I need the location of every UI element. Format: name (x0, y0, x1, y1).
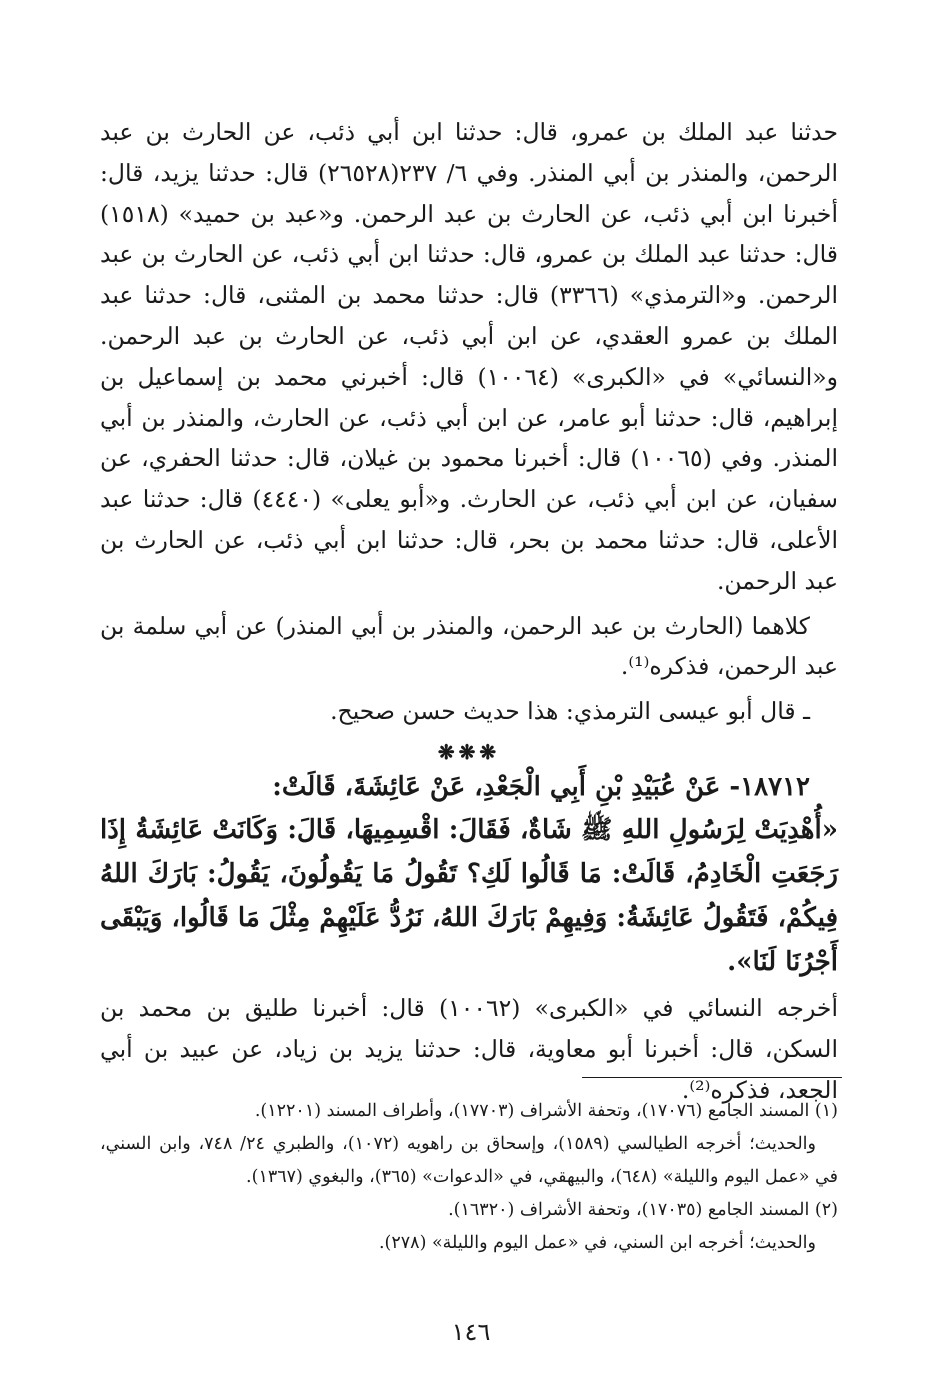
footnote-divider (582, 1077, 842, 1078)
section-separator: ❋❋❋ (437, 739, 501, 764)
page-number: ١٤٦ (451, 1318, 491, 1346)
tirmidhi-grading: ـ قال أبو عيسى الترمذي: هذا حديث حسن صحيح. (330, 697, 810, 726)
hadith-heading: ١٨٧١٢- عَنْ عُبَيْدِ بْنِ أَبِي الْجَعْدِ، عَنْ عَائِشَةَ، قَالَتْ: (272, 771, 810, 802)
footnote-2: (٢) المسند الجامع (١٧٠٣٥)، وتحفة الأشراف (١٦٣٢٠). (448, 1200, 838, 1220)
footnote-1: (١) المسند الجامع (١٧٠٧٦)، وتحفة الأشراف (١٧٧٠٣)، وأطراف المسند (١٢٢٠١). (254, 1101, 838, 1121)
main-text (100, 112, 838, 1110)
footnote-1-detail: والحديث؛ أخرجه الطيالسي (١٥٨٩)، وإسحاق بن راهويه (١٠٧٢)، والطبري ٢٤/ ٧٤٨، وابن السني، في «عمل اليوم والليلة» (٦٤٨)، والبيهقي، في «الدعوات» (٣٦٥)، والبغوي (١٣٦٧). (100, 1134, 838, 1187)
hadith-takhrij-paragraph: أخرجه النسائي في «الكبرى» (١٠٠٦٢) قال: أخبرنا طليق بن محمد بن السكن، قال: أخبرنا أبو معاوية، قال: حدثنا يزيد بن زياد، عن عبيد بن أبي الجعد، فذكره⁽²⁾. (100, 993, 838, 1104)
hadith-text: «أُهْدِيَتْ لِرَسُولِ اللهِ ﷺ شَاةٌ، فَقَالَ: اقْسِمِيهَا، قَالَ: وَكَانَتْ عَائِشَةُ إِذَا رَجَعَتِ الْخَادِمُ، قَالَتْ: مَا قَالُوا لَكِ؟ تَقُولُ مَا يَقُولُونَ، يَقُولُ: بَارَكَ اللهُ فِيكُمْ، فَتَقُولُ عَائِشَةُ: وَفِيهِمْ بَارَكَ اللهُ، نَرُدُّ عَلَيْهِمْ مِثْلَ مَا قَالُوا، وَيَبْقَى أَجْرُنَا لَنَا». (100, 814, 838, 977)
footnotes (100, 1095, 838, 1260)
footnote-2-detail: والحديث؛ أخرجه ابن السني، في «عمل اليوم والليلة» (٢٧٨). (378, 1233, 816, 1253)
chain-summary-paragraph: كلاهما (الحارث بن عبد الرحمن، والمنذر بن أبي المنذر) عن أبي سلمة بن عبد الرحمن، فذكره⁽¹⁾. (100, 611, 838, 681)
takhrij-paragraph: حدثنا عبد الملك بن عمرو، قال: حدثنا ابن أبي ذئب، عن الحارث بن عبد الرحمن، والمنذر بن أبي المنذر. وفي ٦/ ٢٣٧(٢٦٥٢٨) قال: حدثنا يزيد، قال: أخبرنا ابن أبي ذئب، عن الحارث بن عبد الرحمن. و«عبد بن حميد» (١٥١٨) قال: حدثنا عبد الملك بن عمرو، قال: حدثنا ابن أبي ذئب، عن الحارث بن عبد الرحمن. و«الترمذي» (٣٣٦٦) قال: حدثنا محمد بن المثنى، قال: حدثنا عبد الملك بن عمرو العقدي، عن ابن أبي ذئب، عن الحارث بن عبد الرحمن. و«النسائي» في «الكبرى» (١٠٠٦٤) قال: أخبرني محمد بن إسماعيل بن إبراهيم، قال: حدثنا أبو عامر، عن ابن أبي ذئب، عن الحارث، والمنذر بن أبي المنذر. وفي (١٠٠٦٥) قال: أخبرنا محمود بن غيلان، قال: حدثنا الحفري، عن سفيان، عن ابن أبي ذئب، عن الحارث. و«أبو يعلى» (٤٤٤٠) قال: حدثنا عبد الأعلى، قال: حدثنا محمد بن بحر، قال: حدثنا ابن أبي ذئب، عن الحارث بن عبد الرحمن. (100, 118, 838, 595)
